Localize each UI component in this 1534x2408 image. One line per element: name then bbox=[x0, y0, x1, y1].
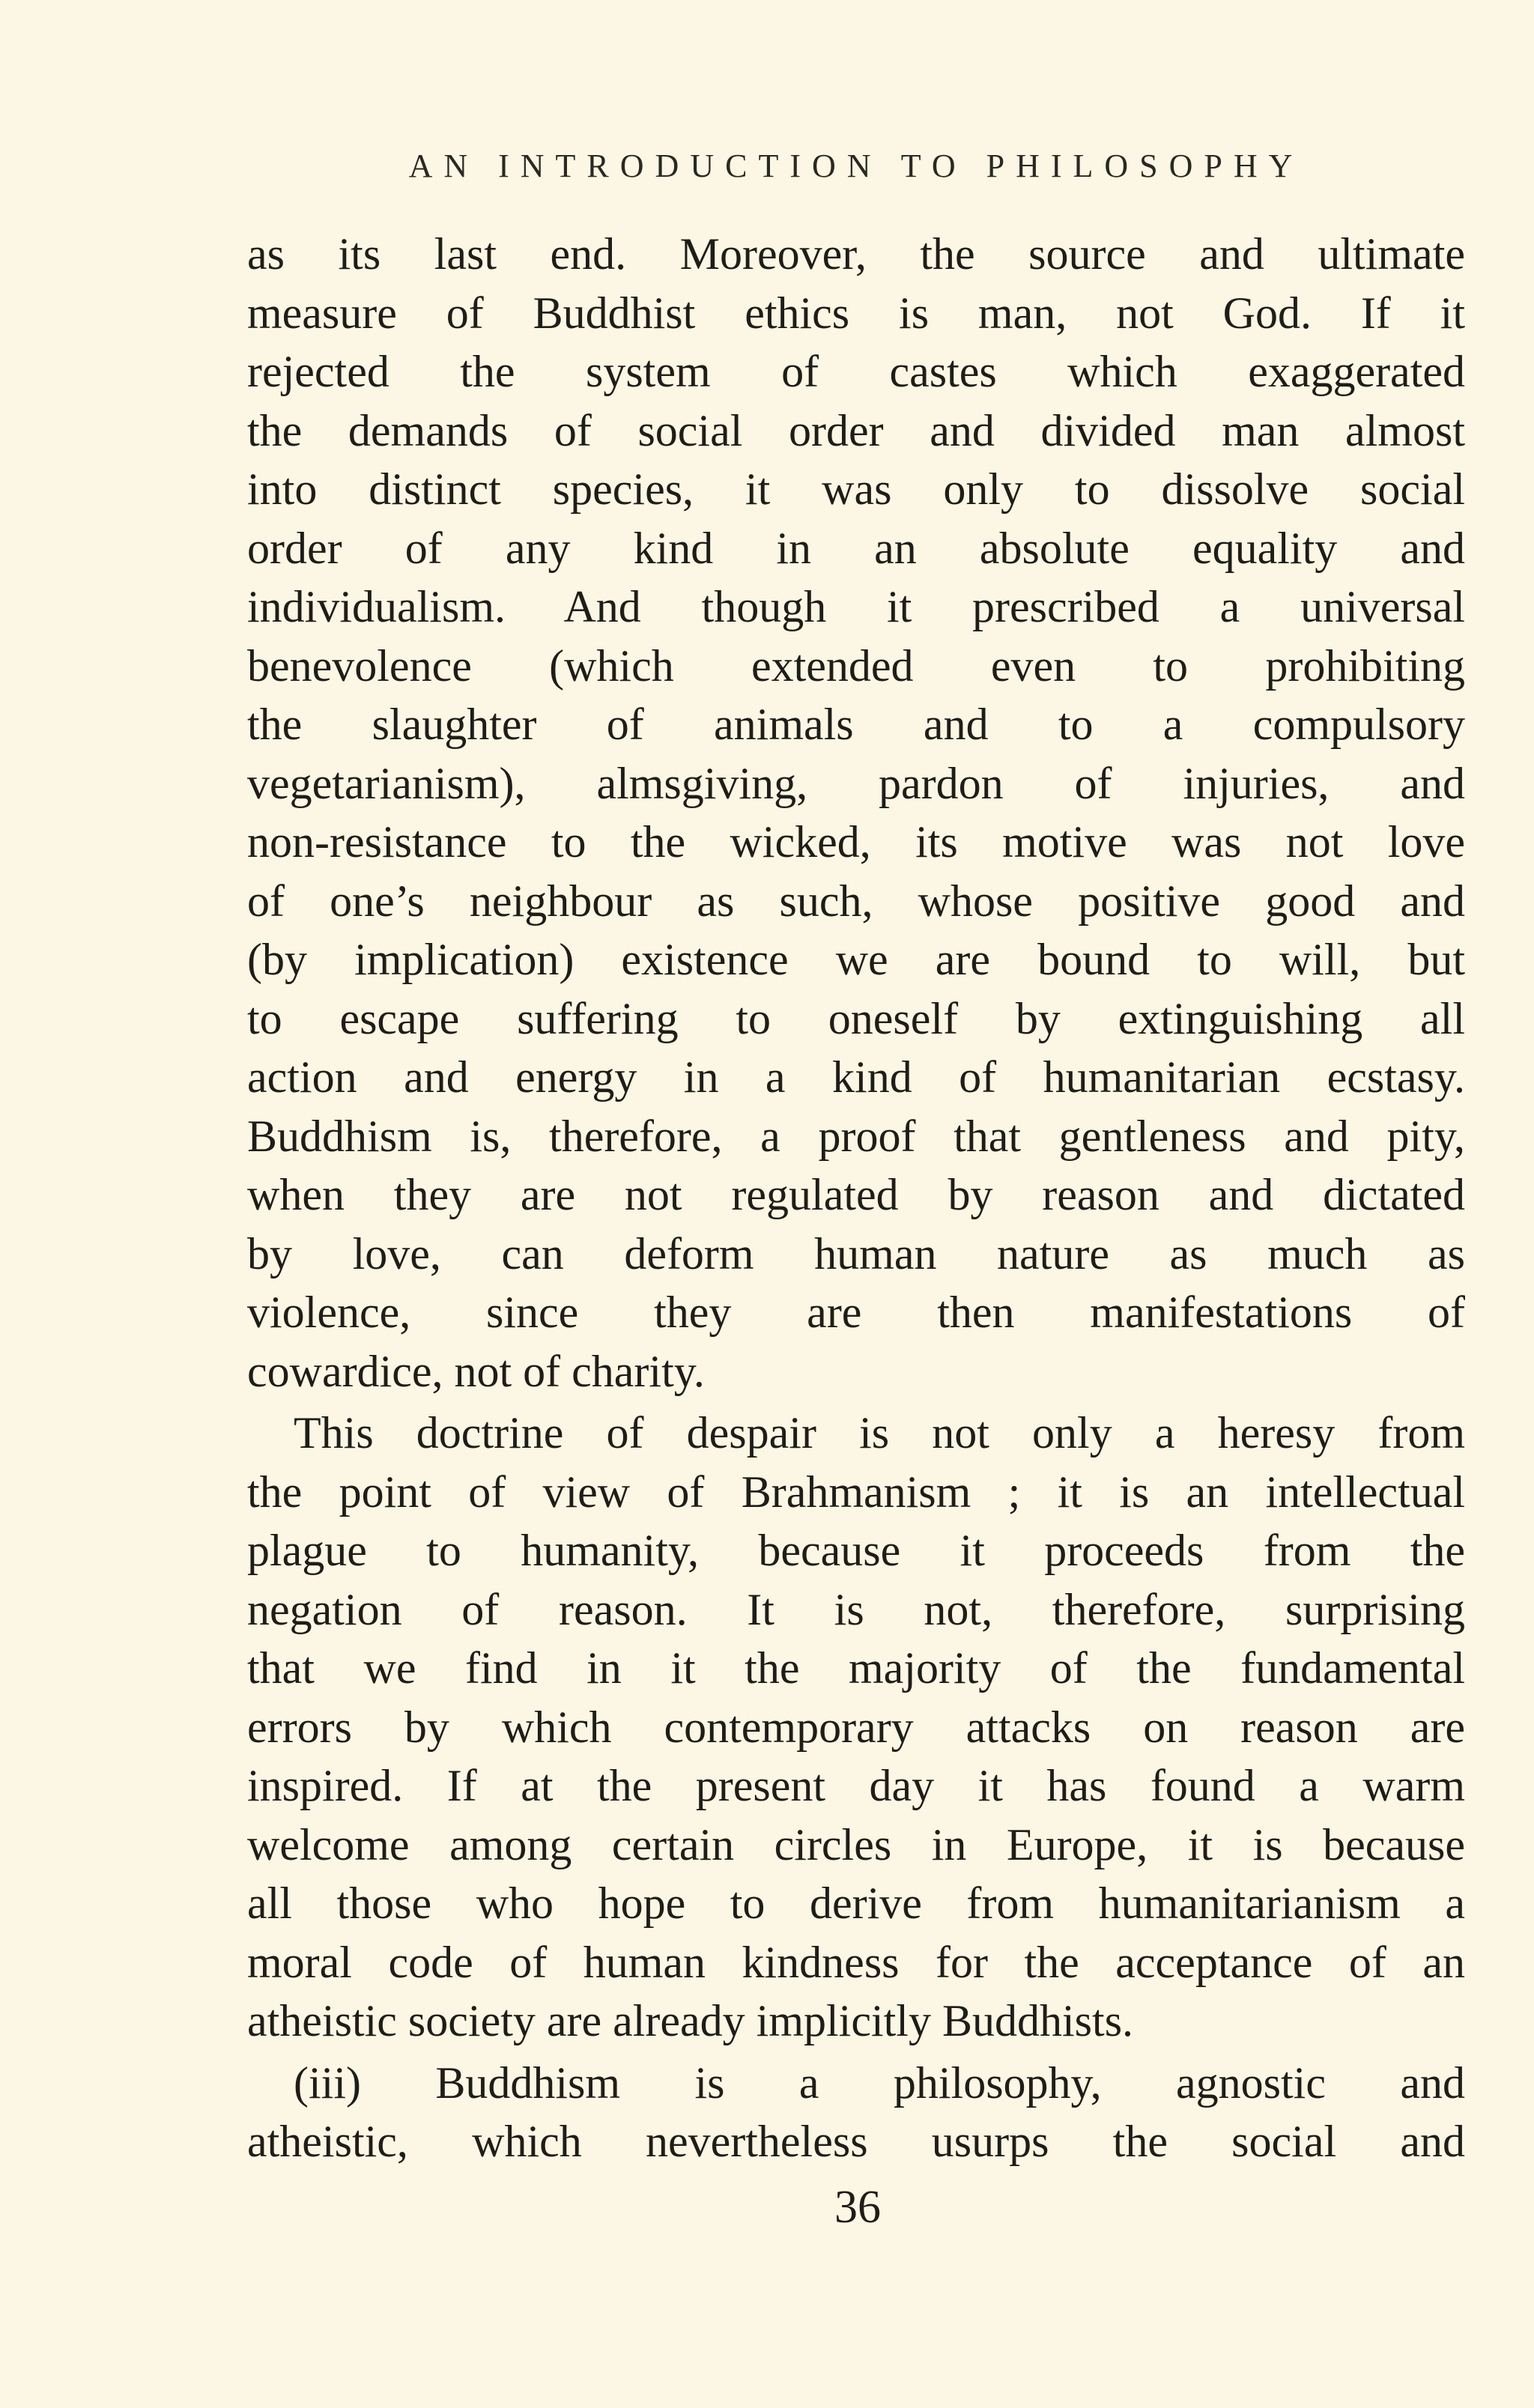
text-line: when they are not regulated by reason and dictated bbox=[247, 1170, 1465, 1219]
text-line: welcome among certain circles in Europe, it is because bbox=[247, 1819, 1465, 1869]
text-line: into distinct species, it was only to dissolve social bbox=[247, 464, 1465, 514]
text-line: non-resistance to the wicked, its motive was not love bbox=[247, 817, 1465, 867]
body-text bbox=[247, 225, 1465, 2171]
text-line: (iii) Buddhism is a philosophy, agnostic and bbox=[294, 2057, 1465, 2108]
text-line: all those who hope to derive from humanitarianism a bbox=[247, 1878, 1465, 1928]
text-line: as its last end. Moreover, the source and ultimate bbox=[247, 229, 1465, 279]
text-line: moral code of human kindness for the acceptance of an bbox=[247, 1937, 1465, 1987]
text-line: cowardice, not of charity. bbox=[247, 1346, 705, 1396]
text-line: vegetarianism), almsgiving, pardon of injuries, and bbox=[247, 758, 1465, 808]
text-line: atheistic, which nevertheless usurps the social and bbox=[247, 2117, 1465, 2166]
text-line: individualism. And though it prescribed a universal bbox=[247, 582, 1465, 631]
text-line: that we find in it the majority of the fundamental bbox=[247, 1643, 1465, 1693]
page-number: 36 bbox=[834, 2182, 881, 2233]
text-line: Buddhism is, therefore, a proof that gentleness and pity, bbox=[247, 1111, 1465, 1161]
text-line: rejected the system of castes which exaggerated bbox=[247, 347, 1465, 396]
text-line: plague to humanity, because it proceeds from the bbox=[247, 1526, 1465, 1575]
text-line: the point of view of Brahmanism ; it is an intellectual bbox=[247, 1467, 1465, 1517]
text-line: inspired. If at the present day it has found a warm bbox=[247, 1761, 1465, 1810]
text-line: violence, since they are then manifestations of bbox=[247, 1288, 1465, 1337]
text-line: of one’s neighbour as such, whose positive good and bbox=[247, 876, 1465, 926]
text-line: the demands of social order and divided man almost bbox=[247, 405, 1465, 455]
text-line: (by implication) existence we are bound to will, but bbox=[247, 935, 1465, 984]
text-line: errors by which contemporary attacks on reason are bbox=[247, 1702, 1465, 1752]
text-line: to escape suffering to oneself by extinguishing all bbox=[247, 993, 1465, 1043]
text-line: This doctrine of despair is not only a heresy from bbox=[294, 1408, 1465, 1458]
text-line: by love, can deform human nature as much as bbox=[247, 1228, 1465, 1279]
text-line: the slaughter of animals and to a compulsory bbox=[247, 700, 1465, 749]
text-line: action and energy in a kind of humanitarian ecstasy. bbox=[247, 1052, 1465, 1102]
text-line: benevolence (which extended even to prohibiting bbox=[247, 640, 1465, 691]
text-line: atheistic society are already implicitly Buddhists. bbox=[247, 1996, 1134, 2045]
text-line: measure of Buddhist ethics is man, not God. If it bbox=[247, 288, 1465, 338]
text-line: order of any kind in an absolute equality and bbox=[247, 523, 1465, 573]
text-line: negation of reason. It is not, therefore, surprising bbox=[247, 1584, 1465, 1634]
running-head: AN INTRODUCTION TO PHILOSOPHY bbox=[408, 148, 1304, 184]
